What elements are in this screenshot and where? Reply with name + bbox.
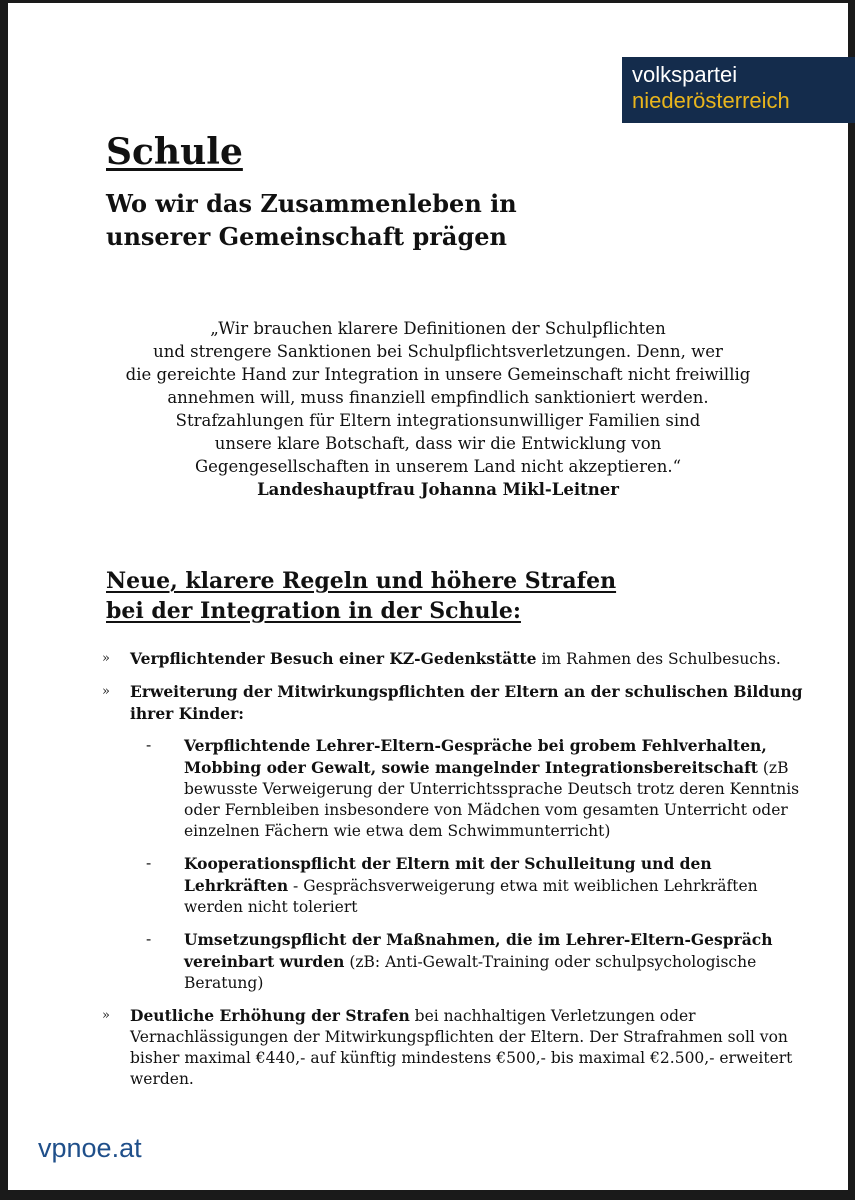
page-title: Schule bbox=[106, 131, 243, 173]
website-link[interactable]: vpnoe.at bbox=[38, 1133, 142, 1163]
bullet-marker: » bbox=[102, 684, 110, 699]
bullet-marker: » bbox=[102, 651, 110, 666]
page-subtitle bbox=[106, 187, 517, 253]
quote-author: Landeshauptfrau Johanna Mikl-Leitner bbox=[257, 480, 619, 499]
sub-marker: - bbox=[146, 736, 152, 754]
quote-line: Strafzahlungen für Eltern integrationsunwilliger Familien sind bbox=[175, 411, 701, 430]
quote-line: „Wir brauchen klarere Definitionen der Schulpflichten bbox=[210, 319, 666, 338]
list-item bbox=[100, 681, 820, 994]
subtitle-line-1: Wo wir das Zusammenleben in bbox=[106, 189, 517, 218]
quote-line: annehmen will, muss finanziell empfindlich sanktioniert werden. bbox=[167, 388, 709, 407]
list-item bbox=[100, 1005, 820, 1090]
sub-item-bold: Umsetzungspflicht der Maßnahmen, die im Lehrer-Eltern-Gespräch vereinbart wurden bbox=[184, 930, 773, 971]
sub-list-item bbox=[146, 929, 820, 994]
quote-line: die gereichte Hand zur Integration in unsere Gemeinschaft nicht freiwillig bbox=[125, 365, 751, 384]
section-heading-line-2: bei der Integration in der Schule: bbox=[106, 598, 521, 624]
quote-block bbox=[68, 317, 808, 501]
sub-item-bold: Kooperationspflicht der Eltern mit der Schulleitung und den Lehrkräften bbox=[184, 854, 712, 895]
list-item-bold: Erweiterung der Mitwirkungspflichten der Eltern an der schulischen Bildung ihrer Kinder: bbox=[130, 682, 803, 723]
sub-item-text: (zB bewusste Verweigerung der Unterrichtssprache Deutsch trotz deren Kenntnis oder Fernbleiben insbesondere von Mädchen vom gesamten Unterricht oder einzelnen Fächern wie etwa dem Schwimmunterricht) bbox=[184, 759, 800, 840]
list-item-bold: Verpflichtender Besuch einer KZ-Gedenkstätte bbox=[130, 649, 537, 668]
quote-line: unsere klare Botschaft, dass wir die Entwicklung von bbox=[214, 434, 662, 453]
list-item bbox=[100, 648, 820, 670]
sub-item-bold: Verpflichtende Lehrer-Eltern-Gespräche bei grobem Fehlverhalten, Mobbing oder Gewalt, sowie mangelnder Integrationsbereitschaft bbox=[184, 736, 767, 777]
logo-line-1: volkspartei bbox=[632, 62, 738, 87]
sub-item-text: - Gesprächsverweigerung etwa mit weiblichen Lehrkräften werden nicht toleriert bbox=[184, 877, 758, 916]
sub-list bbox=[130, 735, 820, 994]
document-page bbox=[8, 3, 848, 1190]
list-item-bold: Deutliche Erhöhung der Strafen bbox=[130, 1006, 410, 1025]
logo-line-2: niederösterreich bbox=[632, 88, 790, 113]
measures-list bbox=[100, 648, 820, 1101]
sub-marker: - bbox=[146, 930, 152, 948]
bullet-marker: » bbox=[102, 1008, 110, 1023]
sub-list-item bbox=[146, 853, 820, 918]
subtitle-line-2: unserer Gemeinschaft prägen bbox=[106, 222, 507, 251]
quote-line: Gegengesellschaften in unserem Land nicht akzeptieren.“ bbox=[194, 457, 682, 476]
party-logo bbox=[622, 57, 855, 123]
list-item-text: bei nachhaltigen Verletzungen oder Vernachlässigungen der Mitwirkungspflichten der Eltern. Der Strafrahmen soll von bisher maximal €440,- auf künftig mindestens €500,- bis maximal €2.500,- erweitert werden. bbox=[130, 1007, 793, 1088]
sub-list-item bbox=[146, 735, 820, 842]
section-heading bbox=[106, 566, 616, 626]
section-heading-line-1: Neue, klarere Regeln und höhere Strafen bbox=[106, 568, 617, 594]
sub-item-text: (zB: Anti-Gewalt-Training oder schulpsychologische Beratung) bbox=[184, 953, 757, 992]
quote-line: und strengere Sanktionen bei Schulpflichtsverletzungen. Denn, wer bbox=[153, 342, 723, 361]
sub-marker: - bbox=[146, 854, 152, 872]
list-item-text: im Rahmen des Schulbesuchs. bbox=[536, 650, 781, 668]
